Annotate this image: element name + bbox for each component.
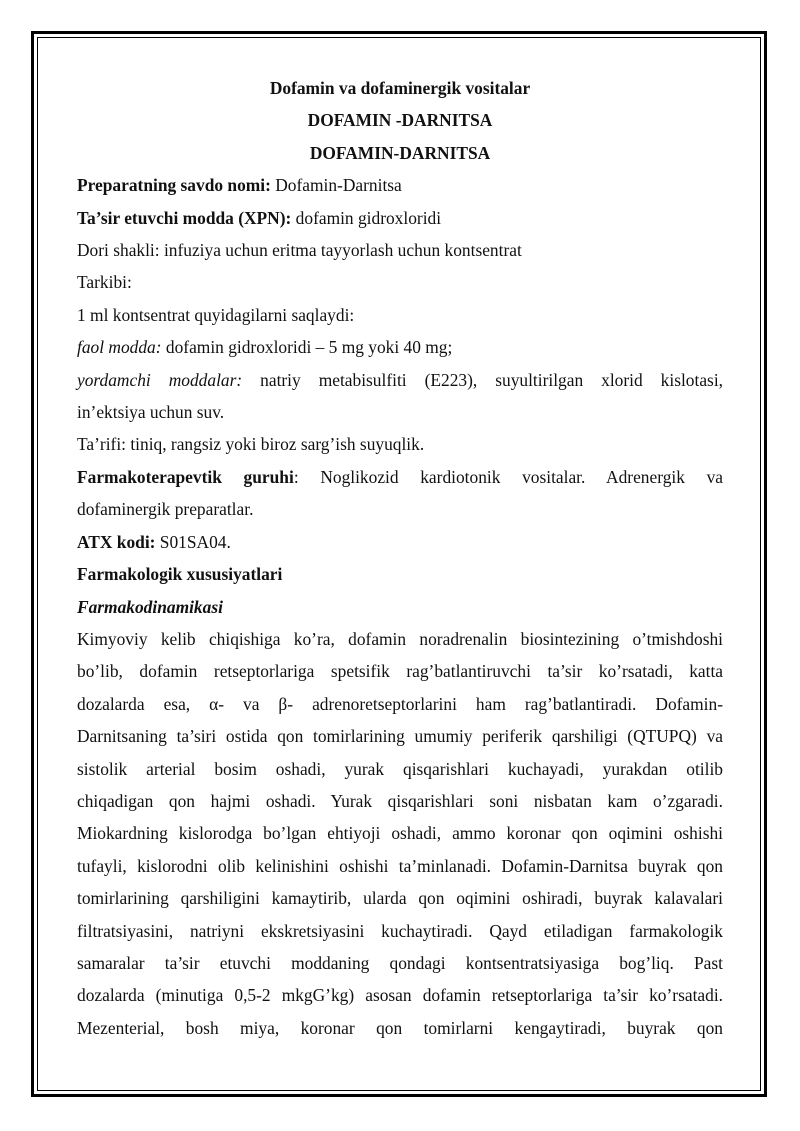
active-substance-value: dofamin gidroxloridi – 5 mg yoki 40 mg;	[161, 337, 453, 358]
trade-name-value: Dofamin-Darnitsa	[270, 175, 402, 196]
pharm-group-line-1	[77, 461, 723, 493]
active-substance-label: faol modda:	[77, 337, 162, 358]
pharm-group-line-2: dofaminergik preparatlar.	[77, 499, 254, 520]
section-title: Farmakologik xususiyatlari	[77, 564, 283, 585]
trade-name-label: Preparatning savdo nomi:	[77, 175, 271, 196]
document-page	[77, 72, 723, 1044]
active-ingredient-value: dofamin gidroxloridi	[291, 207, 442, 228]
atx-code-value: S01SA04.	[155, 531, 231, 552]
subsection-title: Farmakodinamikasi	[77, 596, 223, 617]
body-line: bo’lib, dofamin retseptorlariga spetsifik rag’batlantiruvchi ta’sir ko’rsatadi, katta	[77, 661, 723, 682]
excipients-line-1	[77, 364, 723, 396]
body-line: dozalarda esa, α- va β- adrenoretseptorlarini ham rag’batlantiradi. Dofamin-	[77, 693, 723, 714]
trade-name-line	[77, 169, 723, 201]
body-line: dozalarda (minutiga 0,5-2 mkgG’kg) asosan dofamin retseptorlariga ta’sir ko’rsatadi.	[77, 985, 723, 1006]
body-line: sistolik arterial bosim oshadi, yurak qisqarishlari kuchayadi, yurakdan otilib	[77, 758, 723, 779]
body-line: chiqadigan qon hajmi oshadi. Yurak qisqarishlari soni nisbatan kam o’zgaradi.	[77, 790, 723, 811]
body-line: filtratsiyasini, natriyni ekskretsiyasini kuchaytiradi. Qayd etiladigan farmakologik	[77, 920, 723, 941]
body-line: tomirlarining qarshiligini kamaytirib, ularda qon oqimini oshiradi, buyrak kalavalari	[77, 888, 723, 909]
body-line: Mezenterial, bosh miya, koronar qon tomirlarni kengaytiradi, buyrak qon	[77, 1017, 723, 1038]
body-line: Miokardning kislorodga bo’lgan ehtiyoji oshadi, ammo koronar qon oqimini oshishi	[77, 823, 723, 844]
pharm-group-label: Farmakoterapevtik guruhi	[77, 466, 294, 487]
body-line: Kimyoviy kelib chiqishiga ko’ra, dofamin noradrenalin biosintezining o’tmishdoshi	[77, 628, 723, 649]
body-line: tufayli, kislorodni olib kelinishini oshishi ta’minlanadi. Dofamin-Darnitsa buyrak qon	[77, 855, 723, 876]
composition-title: Tarkibi:	[77, 272, 132, 293]
document-subtitle-2: DOFAMIN-DARNITSA	[309, 142, 491, 163]
active-ingredient-label: Ta’sir etuvchi modda (XPN):	[77, 207, 292, 228]
dosage-form-line: Dori shakli: infuziya uchun eritma tayyorlash uchun kontsentrat	[77, 240, 522, 261]
document-heading: Dofamin va dofaminergik vositalar	[269, 78, 531, 98]
atx-code-line	[77, 526, 723, 558]
excipients-label: yordamchi moddalar:	[77, 369, 243, 390]
body-line: samaralar ta’sir etuvchi moddaning qondagi kontsentratsiyasiga bog’liq. Past	[77, 952, 723, 973]
excipients-value: natriy metabisulfiti (E223), suyultirilgan xlorid kislotasi,	[242, 369, 723, 390]
composition-intro: 1 ml kontsentrat quyidagilarni saqlaydi:	[77, 304, 355, 325]
body-paragraph	[77, 623, 723, 1044]
description-line: Ta’rifi: tiniq, rangsiz yoki biroz sarg’ish suyuqlik.	[77, 434, 425, 455]
document-subtitle: DOFAMIN -DARNITSA	[307, 110, 493, 131]
atx-code-label: ATX kodi:	[77, 531, 156, 552]
body-line: Darnitsaning ta’siri ostida qon tomirlarining umumiy periferik qarshiligi (QTUPQ) va	[77, 726, 723, 747]
active-substance-line	[77, 331, 723, 363]
pharm-group-value: : Noglikozid kardiotonik vositalar. Adrenergik va	[293, 466, 724, 487]
excipients-line-2: in’ektsiya uchun suv.	[77, 402, 225, 423]
active-ingredient-line	[77, 202, 723, 234]
